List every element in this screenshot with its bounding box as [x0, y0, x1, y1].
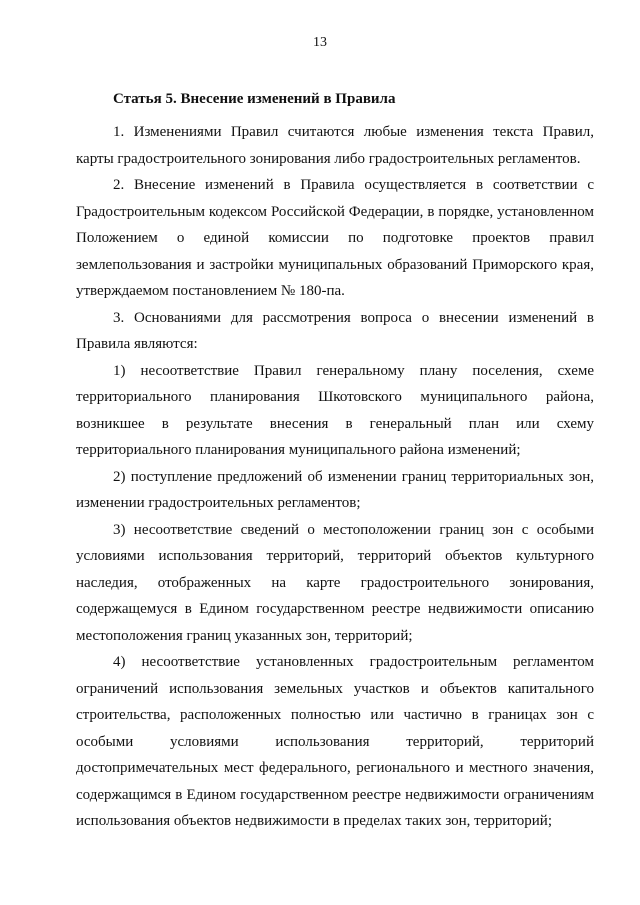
list-item-4: 4) несоответствие установленных градостроительным регламентом ограничений использования земельных участков и объектов капитального строительства, расположенных полностью или частично в границах зон с особыми условиями использования территорий, территорий достопримечательных мест федерального, регионального и местного значения, содержащимся в Едином государственном реестре недвижимости ограничениям использования объектов недвижимости в пределах таких зон, территорий; — [76, 654, 594, 829]
paragraph-1: 1. Изменениями Правил считаются любые изменения текста Правил, карты градостроительного зонирования либо градостроительных регламентов. — [76, 124, 594, 167]
list-item-2: 2) поступление предложений об изменении границ территориальных зон, изменении градостроительных регламентов; — [76, 468, 594, 511]
article-body — [76, 86, 594, 835]
page-number: 13 — [313, 35, 327, 50]
article-heading: Статья 5. Внесение изменений в Правила — [113, 91, 396, 107]
list-item-3: 3) несоответствие сведений о местоположении границ зон с особыми условиями использования территорий, территорий объектов культурного наследия, отображенных на карте градостроительного зонирования, содержащемуся в Едином государственном реестре недвижимости описанию местоположения границ указанных зон, территорий; — [76, 521, 594, 644]
list-item-1: 1) несоответствие Правил генеральному плану поселения, схеме территориального планирования Шкотовского муниципального района, возникшее в результате внесения в генеральный план или схему территориального планирования муниципального района изменений; — [76, 362, 594, 458]
paragraph-3: 3. Основаниями для рассмотрения вопроса о внесении изменений в Правила являются: — [76, 309, 594, 352]
paragraph-2: 2. Внесение изменений в Правила осуществляется в соответствии с Градостроительным кодексом Российской Федерации, в порядке, установленном Положением о единой комиссии по подготовке проектов правил землепользования и застройки муниципальных образований Приморского края, утверждаемом постановлением № 180-па. — [76, 177, 594, 299]
